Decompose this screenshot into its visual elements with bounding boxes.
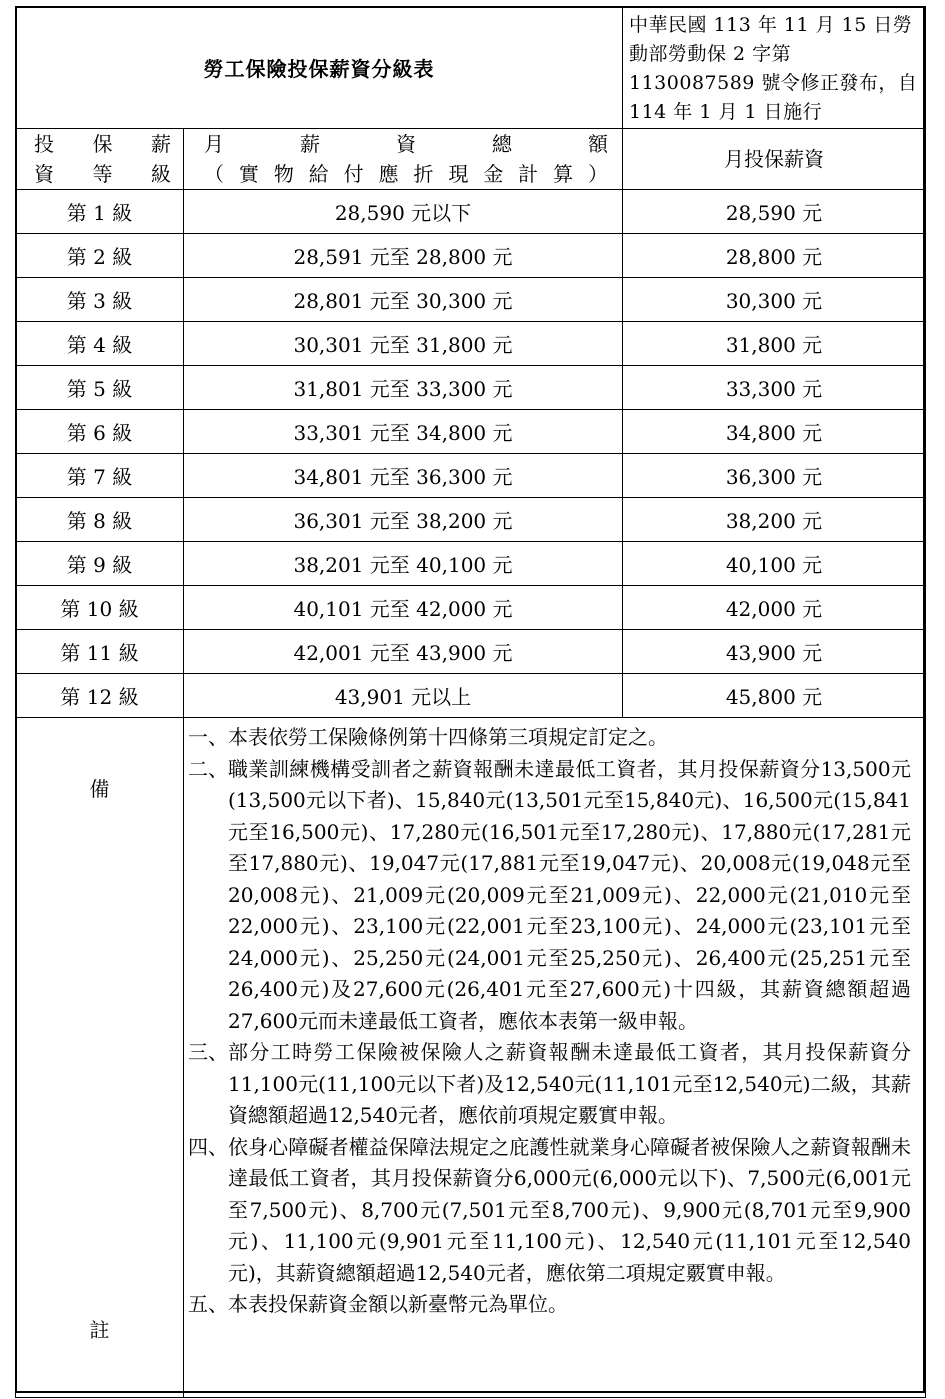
insured-cell: 28,590 元 <box>623 190 926 234</box>
insured-cell: 28,800 元 <box>623 234 926 278</box>
header-insured-salary: 月投保薪資 <box>623 129 926 190</box>
grade-cell: 第 5 級 <box>16 366 184 410</box>
insured-cell: 33,300 元 <box>623 366 926 410</box>
note-text: 本表依勞工保險條例第十四條第三項規定訂定之。 <box>228 725 668 749</box>
grade-cell: 第 2 級 <box>16 234 184 278</box>
table-row <box>16 498 926 542</box>
notes-label-top: 備 <box>89 777 110 801</box>
note-number: 四、 <box>188 1134 228 1159</box>
note-item <box>188 754 911 1038</box>
range-cell: 38,201 元至 40,100 元 <box>184 542 623 586</box>
salary-grade-table <box>15 6 926 1398</box>
grade-cell: 第 12 級 <box>16 674 184 718</box>
grade-cell: 第 11 級 <box>16 630 184 674</box>
grade-cell: 第 10 級 <box>16 586 184 630</box>
table-row <box>16 586 926 630</box>
insured-cell: 38,200 元 <box>623 498 926 542</box>
range-cell: 40,101 元至 42,000 元 <box>184 586 623 630</box>
note-item <box>188 1037 911 1132</box>
note-number: 五、 <box>188 1292 228 1316</box>
range-cell: 31,801 元至 33,300 元 <box>184 366 623 410</box>
grade-cell: 第 4 級 <box>16 322 184 366</box>
insured-cell: 45,800 元 <box>623 674 926 718</box>
header-grade <box>16 129 184 190</box>
note-text: 本表投保薪資金額以新臺幣元為單位。 <box>228 1292 568 1316</box>
table-row <box>16 190 926 234</box>
note-item <box>188 1289 911 1321</box>
notes-content <box>184 718 926 1398</box>
grade-cell: 第 9 級 <box>16 542 184 586</box>
table-row <box>16 410 926 454</box>
range-cell: 28,801 元至 30,300 元 <box>184 278 623 322</box>
notes-row <box>16 718 926 1398</box>
header-grade-line2: 資等級 <box>34 162 171 186</box>
insured-cell: 31,800 元 <box>623 322 926 366</box>
page-title: 勞工保險投保薪資分級表 <box>16 7 623 129</box>
decree-note: 中華民國 113 年 11 月 15 日勞動部勞動保 2 字第 1130087589 號令修正發布，自 114 年 1 月 1 日施行 <box>623 7 926 129</box>
insured-cell: 34,800 元 <box>623 410 926 454</box>
table-row <box>16 278 926 322</box>
insured-cell: 40,100 元 <box>623 542 926 586</box>
insured-cell: 36,300 元 <box>623 454 926 498</box>
header-row <box>16 129 926 190</box>
range-cell: 33,301 元至 34,800 元 <box>184 410 623 454</box>
insured-cell: 42,000 元 <box>623 586 926 630</box>
title-row <box>16 7 926 129</box>
note-number: 三、 <box>188 1040 228 1064</box>
note-item <box>188 1132 911 1290</box>
insured-cell: 30,300 元 <box>623 278 926 322</box>
range-cell: 34,801 元至 36,300 元 <box>184 454 623 498</box>
note-text: 依身心障礙者權益保障法規定之庇護性就業身心障礙者被保險人之薪資報酬未達最低工資者，其月投保薪資分6,000元(6,000元以下)、7,500元(6,001元至7,500元)、8,700元(7,501元至8,700元)、9,900元(8,701元至9,900元)、11,100元(9,901元至11,100元)、12,540元(11,101元至12,540元)，其薪資總額超過12,540元者，應依第二項規定覈實申報。 <box>228 1134 911 1285</box>
insured-cell: 43,900 元 <box>623 630 926 674</box>
header-salary-range <box>184 129 623 190</box>
salary-grade-document <box>15 6 925 1393</box>
range-cell: 42,001 元至 43,900 元 <box>184 630 623 674</box>
grade-cell: 第 3 級 <box>16 278 184 322</box>
range-cell: 30,301 元至 31,800 元 <box>184 322 623 366</box>
note-number: 一、 <box>188 725 228 749</box>
notes-label-bottom: 註 <box>89 1318 110 1342</box>
range-cell: 36,301 元至 38,200 元 <box>184 498 623 542</box>
range-cell: 28,591 元至 28,800 元 <box>184 234 623 278</box>
range-cell: 43,901 元以上 <box>184 674 623 718</box>
grade-cell: 第 7 級 <box>16 454 184 498</box>
table-row <box>16 366 926 410</box>
table-row <box>16 454 926 498</box>
notes-label <box>16 718 184 1398</box>
grade-cell: 第 6 級 <box>16 410 184 454</box>
grade-cell: 第 1 級 <box>16 190 184 234</box>
table-row <box>16 542 926 586</box>
grade-cell: 第 8 級 <box>16 498 184 542</box>
table-row <box>16 630 926 674</box>
note-number: 二、 <box>188 756 228 781</box>
note-text: 部分工時勞工保險被保險人之薪資報酬未達最低工資者，其月投保薪資分11,100元(11,100元以下者)及12,540元(11,101元至12,540元)二級，其薪資總額超過12,540元者，應依前項規定覈實申報。 <box>228 1040 911 1127</box>
table-row <box>16 234 926 278</box>
header-salary-line2: （實物給付應折現金計算） <box>204 162 608 186</box>
header-salary-line1: 月薪資總額 <box>204 132 608 156</box>
note-item <box>188 722 911 754</box>
table-row <box>16 322 926 366</box>
header-grade-line1: 投保薪 <box>34 132 171 156</box>
range-cell: 28,590 元以下 <box>184 190 623 234</box>
note-text: 職業訓練機構受訓者之薪資報酬未達最低工資者，其月投保薪資分13,500元(13,500元以下者)、15,840元(13,501元至15,840元)、16,500元(15,841元至16,500元)、17,280元(16,501元至17,280元)、17,880元(17,281元至17,880元)、19,047元(17,881元至19,047元)、20,008元(19,048元至20,008元)、21,009元(20,009元至21,009元)、22,000元(21,010元至22,000元)、23,100元(22,001元至23,100元)、24,000元(23,101元至24,000元)、25,250元(24,001元至25,250元)、26,400元(25,251元至26,400元)及27,600元(26,401元至27,600元)十四級，其薪資總額超過27,600元而未達最低工資者，應依本表第一級申報。 <box>228 756 911 1033</box>
table-row <box>16 674 926 718</box>
